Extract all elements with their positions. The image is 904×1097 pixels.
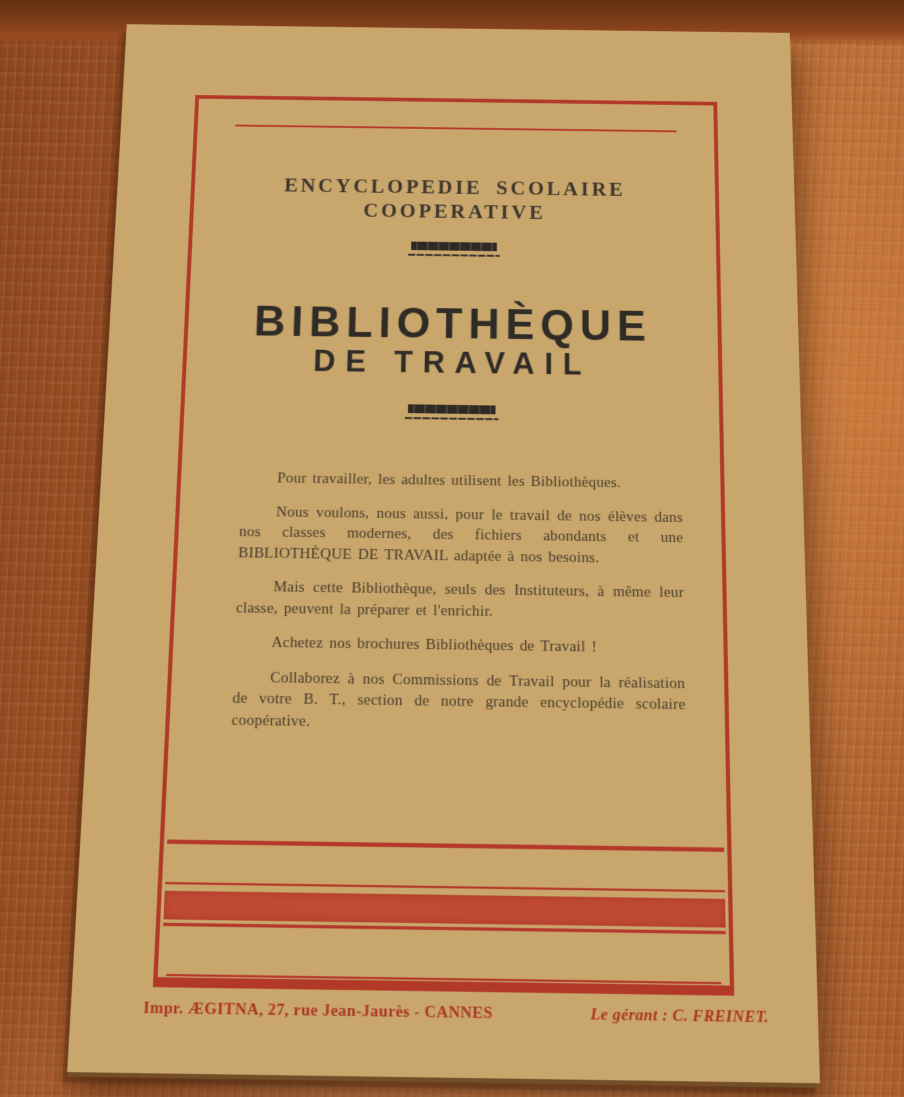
red-rule-thick-bar bbox=[164, 891, 726, 928]
publisher-line-1: ENCYCLOPEDIE SCOLAIRE bbox=[283, 173, 626, 201]
divider-ornament-bottom bbox=[184, 401, 719, 423]
ornament-underline bbox=[408, 254, 500, 257]
cover-text-block bbox=[231, 468, 686, 738]
paragraph-3: Mais cette Bibliothèque, seuls des Instituteurs, à même leur classe, peuvent la préparer et l'enrichir. bbox=[235, 579, 685, 620]
printer-imprint: Impr. ÆGITNA, 27, rue Jean-Jaurès - CANNES bbox=[142, 999, 493, 1023]
ornament-underline bbox=[405, 417, 499, 420]
ornament-bar bbox=[411, 242, 497, 252]
paragraph-4: Achetez nos brochures Bibliothèques de Travail ! bbox=[271, 634, 597, 656]
manager-credit: Le gérant : C. FREINET. bbox=[590, 1005, 770, 1027]
divider-ornament-top bbox=[192, 239, 717, 260]
inner-top-rule bbox=[235, 125, 676, 133]
title-line-1: BIBLIOTHÈQUE bbox=[253, 298, 653, 351]
ornament-bar bbox=[408, 404, 496, 414]
imprint-footer bbox=[143, 999, 769, 1027]
publisher-header bbox=[193, 172, 715, 227]
publisher-line-2: COOPERATIVE bbox=[363, 198, 546, 224]
red-rule-thin-top bbox=[165, 882, 725, 892]
paragraph-5: Collaborez à nos Commissions de Travail pour la réalisation de votre B. T., section de notre grande encyclopédie scolaire coopérative. bbox=[231, 669, 686, 730]
red-border-frame bbox=[153, 95, 734, 996]
title-line-2: DE TRAVAIL bbox=[312, 343, 592, 382]
paragraph-2: Nous voulons, nous aussi, pour le travail de nos élèves dans nos classes modernes, des fichiers abondants et une BIBLIOTHÈQUE DE TRAVAIL adaptée à nos besoins. bbox=[237, 503, 684, 566]
red-rule-upper bbox=[167, 839, 724, 851]
red-rules-band bbox=[163, 882, 726, 934]
paragraph-1: Pour travailler, les adultes utilisent les Bibliothèques. bbox=[277, 470, 621, 492]
inner-bottom-rule bbox=[166, 974, 721, 984]
booklet-back-cover bbox=[67, 24, 820, 1083]
main-title bbox=[186, 299, 719, 383]
